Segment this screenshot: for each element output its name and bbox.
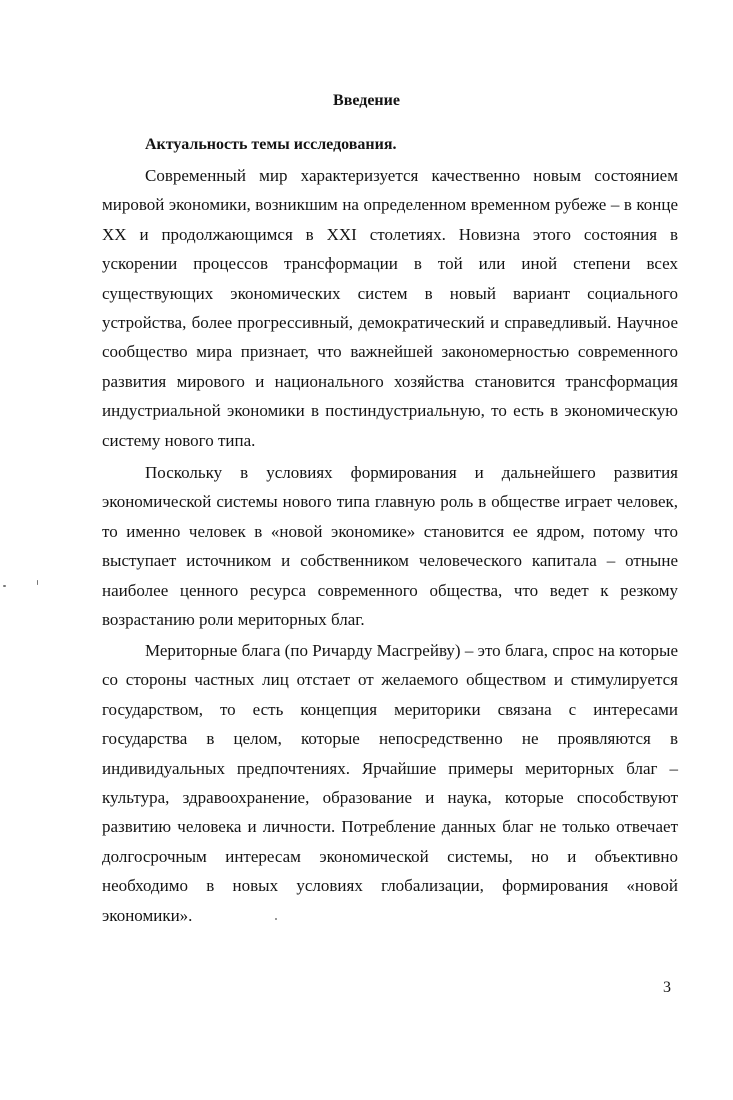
topic-relevance-subheading: Актуальность темы исследования.	[145, 136, 397, 153]
scan-speck	[3, 585, 6, 587]
paragraph-2: Поскольку в условиях формирования и дальнейшего развития экономической системы нового типа главную роль в обществе играет человек, то именно человек в «новой экономике» становится ее ядром, потому что выступает источником и собственником человеческого капитала – отныне наиболее ценного ресурса современного общества, что ведет к резкому возрастанию роли мериторных благ.	[102, 463, 678, 630]
paragraph-1: Современный мир характеризуется качественно новым состоянием мировой экономики, возникшим на определенном временном рубеже – в конце XX и продолжающимся в XXI столетиях. Новизна этого состояния в ускорении процессов трансформации в той или иной степени всех существующих экономических систем в новый вариант социального устройства, более прогрессивный, демократический и справедливый. Научное сообщество мира признает, что важнейшей закономерностью современного развития мирового и национального хозяйства становится трансформация индустриальной экономики в постиндустриальную, то есть в экономическую систему нового типа.	[102, 166, 678, 450]
scan-speck	[275, 918, 277, 920]
page-number: 3	[663, 979, 671, 996]
section-heading: Введение	[333, 92, 400, 109]
paragraph-3: Мериторные блага (по Ричарду Масгрейву) – это блага, спрос на которые со стороны частных лиц отстает от желаемого обществом и стимулируется государством, то есть концепция мериторики связана с интересами государства в целом, которые непосредственно не проявляются в индивидуальных предпочтениях. Ярчайшие примеры мериторных благ – культура, здравоохранение, образование и наука, которые способствуют развитию человека и личности. Потребление данных благ не только отвечает долгосрочным интересам экономической системы, но и объективно необходимо в новых условиях глобализации, формирования «новой экономики».	[102, 641, 678, 925]
scan-speck	[37, 580, 38, 585]
